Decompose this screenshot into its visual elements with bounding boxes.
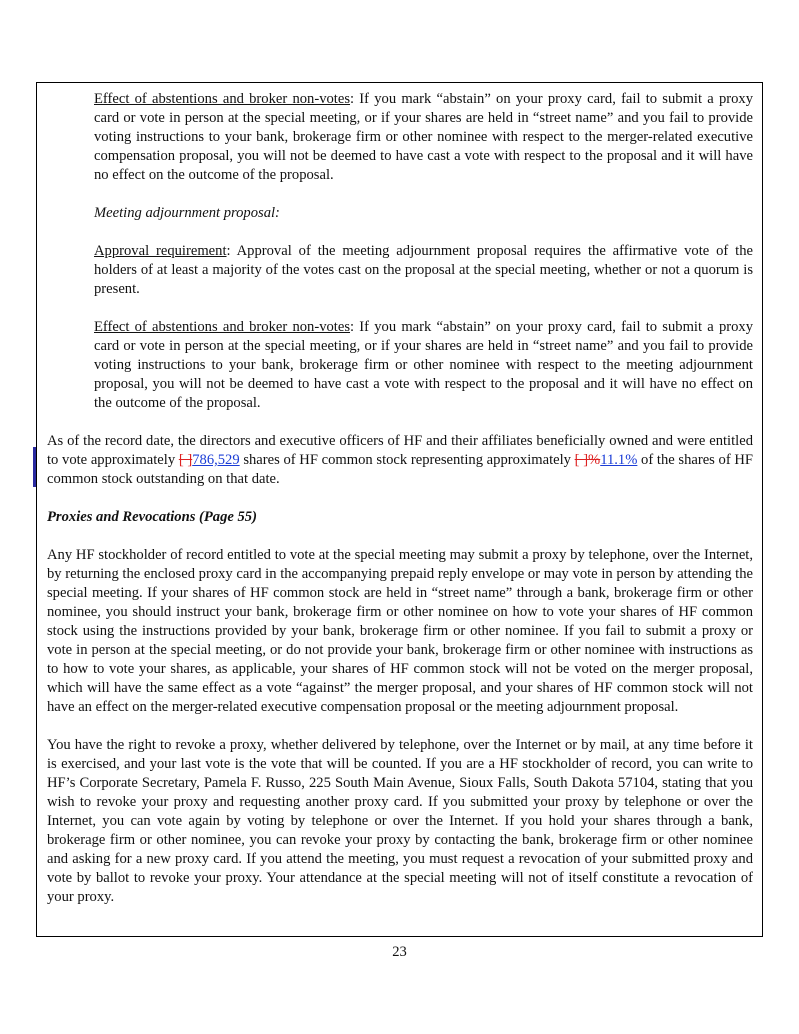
- inserted-percent: 11.1%: [600, 452, 638, 468]
- abstentions-heading-1: Effect of abstentions and broker non-votes: [94, 91, 351, 107]
- deleted-percent: [ ]%: [574, 452, 601, 468]
- abstentions-text-1: : If you mark “abstain” on your proxy card, fail to submit a proxy card or vote in person at the special meeting, or if your shares are held in “street name” and you fail to provide voting instructions to your bank, brokerage firm or other nominee with respect to the merger-related executive compensation proposal, you will not be deemed to have cast a vote with respect to the proposal and it will have no effect on the outcome of the proposal.: [94, 91, 753, 183]
- approval-paragraph: [47, 242, 753, 299]
- change-bar: [33, 447, 36, 487]
- page-number: 23: [392, 944, 407, 960]
- abstentions-paragraph-1: [47, 90, 753, 185]
- record-date-part1: As of the record date, the directors and executive officers of HF and their affiliates beneficially owned and were entitled to vote approximately: [47, 433, 753, 468]
- record-date-paragraph: [47, 432, 753, 489]
- deleted-shares: [ ]: [178, 452, 193, 468]
- abstentions-text-2: : If you mark “abstain” on your proxy card, fail to submit a proxy card or vote in person at the special meeting, or if your shares are held in “street name” and you fail to provide voting instructions to your bank, brokerage firm or other nominee with respect to the meeting adjournment proposal, you will not be deemed to have cast a vote with respect to the proposal and it will have no effect on the outcome of the proposal.: [94, 319, 753, 411]
- approval-heading: Approval requirement: [94, 243, 227, 259]
- abstentions-paragraph-2: [47, 318, 753, 413]
- record-date-part2: shares of HF common stock representing approximately: [239, 452, 575, 468]
- inserted-shares: 786,529: [192, 452, 240, 468]
- proxies-paragraph-1: Any HF stockholder of record entitled to vote at the special meeting may submit a proxy by telephone, over the Internet, by returning the enclosed proxy card in the accompanying prepaid reply envelope or may vote in person by attending the special meeting. If your shares of HF common stock are held in “street name” through a bank, brokerage firm or other nominee, you should instruct your bank, brokerage firm or other nominee on how to vote your shares of HF common stock using the instructions provided by your bank, brokerage firm or other nominee. If you fail to submit a proxy or vote in person at the special meeting, or do not provide your bank, brokerage firm or other nominee with instructions as to how to vote your shares, as applicable, your shares of HF common stock will not be voted on the merger proposal, which will have the same effect as a vote “against” the merger proposal, and your shares of HF common stock will not have an effect on the merger-related executive compensation proposal or the meeting adjournment proposal.: [47, 547, 753, 715]
- proxies-paragraph-2: You have the right to revoke a proxy, whether delivered by telephone, over the Internet or by mail, at any time before it is exercised, and your last vote is the vote that will be counted. If you are a HF stockholder of record, you can write to HF’s Corporate Secretary, Pamela F. Russo, 225 South Main Avenue, Sioux Falls, South Dakota 57104, stating that you wish to revoke your proxy and requesting another proxy card. If you submitted your proxy by telephone or over the Internet, you can vote again by voting by telephone or over the Internet. If you hold your shares through a bank, brokerage firm or other nominee, you can revoke your proxy by contacting the bank, brokerage firm or other nominee and asking for a new proxy card. If you attend the meeting, you must request a revocation of your submitted proxy and vote by ballot to revoke your proxy. Your attendance at the special meeting will not of itself constitute a revocation of your proxy.: [47, 737, 753, 905]
- document-body: [47, 90, 753, 926]
- proxies-heading: Proxies and Revocations (Page 55): [47, 509, 257, 525]
- adjournment-title: Meeting adjournment proposal:: [94, 205, 280, 221]
- abstentions-heading-2: Effect of abstentions and broker non-votes: [94, 319, 351, 335]
- approval-text: : Approval of the meeting adjournment proposal requires the affirmative vote of the holders of at least a majority of the votes cast on the proposal at the special meeting, whether or not a quorum is present.: [94, 243, 753, 297]
- record-date-part3: of the shares of HF common stock outstanding on that date.: [47, 452, 754, 487]
